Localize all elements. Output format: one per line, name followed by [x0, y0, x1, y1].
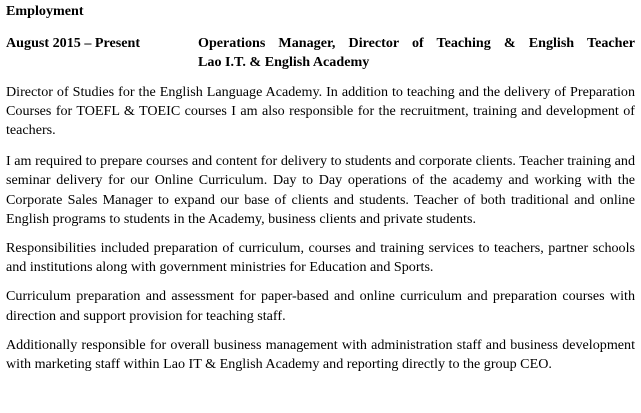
description-paragraph: Curriculum preparation and assessment for paper-based and online curriculum and preparation courses with direction and support provision for teaching staff.	[6, 288, 635, 324]
description-paragraph: I am required to prepare courses and content for delivery to students and corporate clients. Teacher training and seminar delivery for our Online Curriculum. Day to Day operations of the academy and working with the Corporate Sales Manager to expand our base of clients and students. Teacher of both traditional and online English programs to students in the Academy, business clients and private students.	[6, 153, 635, 227]
description-paragraph: Responsibilities included preparation of curriculum, courses and training services to teachers, partner schools and institutions along with government ministries for Education and Sports.	[6, 240, 635, 276]
job-header	[6, 34, 635, 72]
section-heading: Employment	[6, 3, 84, 19]
job-dates: August 2015 – Present	[6, 35, 141, 52]
employer-name: Lao I.T. & English Academy	[198, 54, 370, 71]
description-paragraph: Director of Studies for the English Language Academy. In addition to teaching and the delivery of Preparation Courses for TOEFL & TOEIC courses I am also responsible for the recruitment, training and development of teachers.	[6, 83, 635, 139]
employment-section	[6, 2, 635, 374]
job-title: Operations Manager, Director of Teaching & English Teacher	[198, 35, 635, 52]
job-titles	[198, 34, 635, 72]
description-paragraph: Additionally responsible for overall business management with administration staff and business development with marketing staff within Lao IT & English Academy and reporting directly to the group CEO.	[6, 336, 635, 373]
